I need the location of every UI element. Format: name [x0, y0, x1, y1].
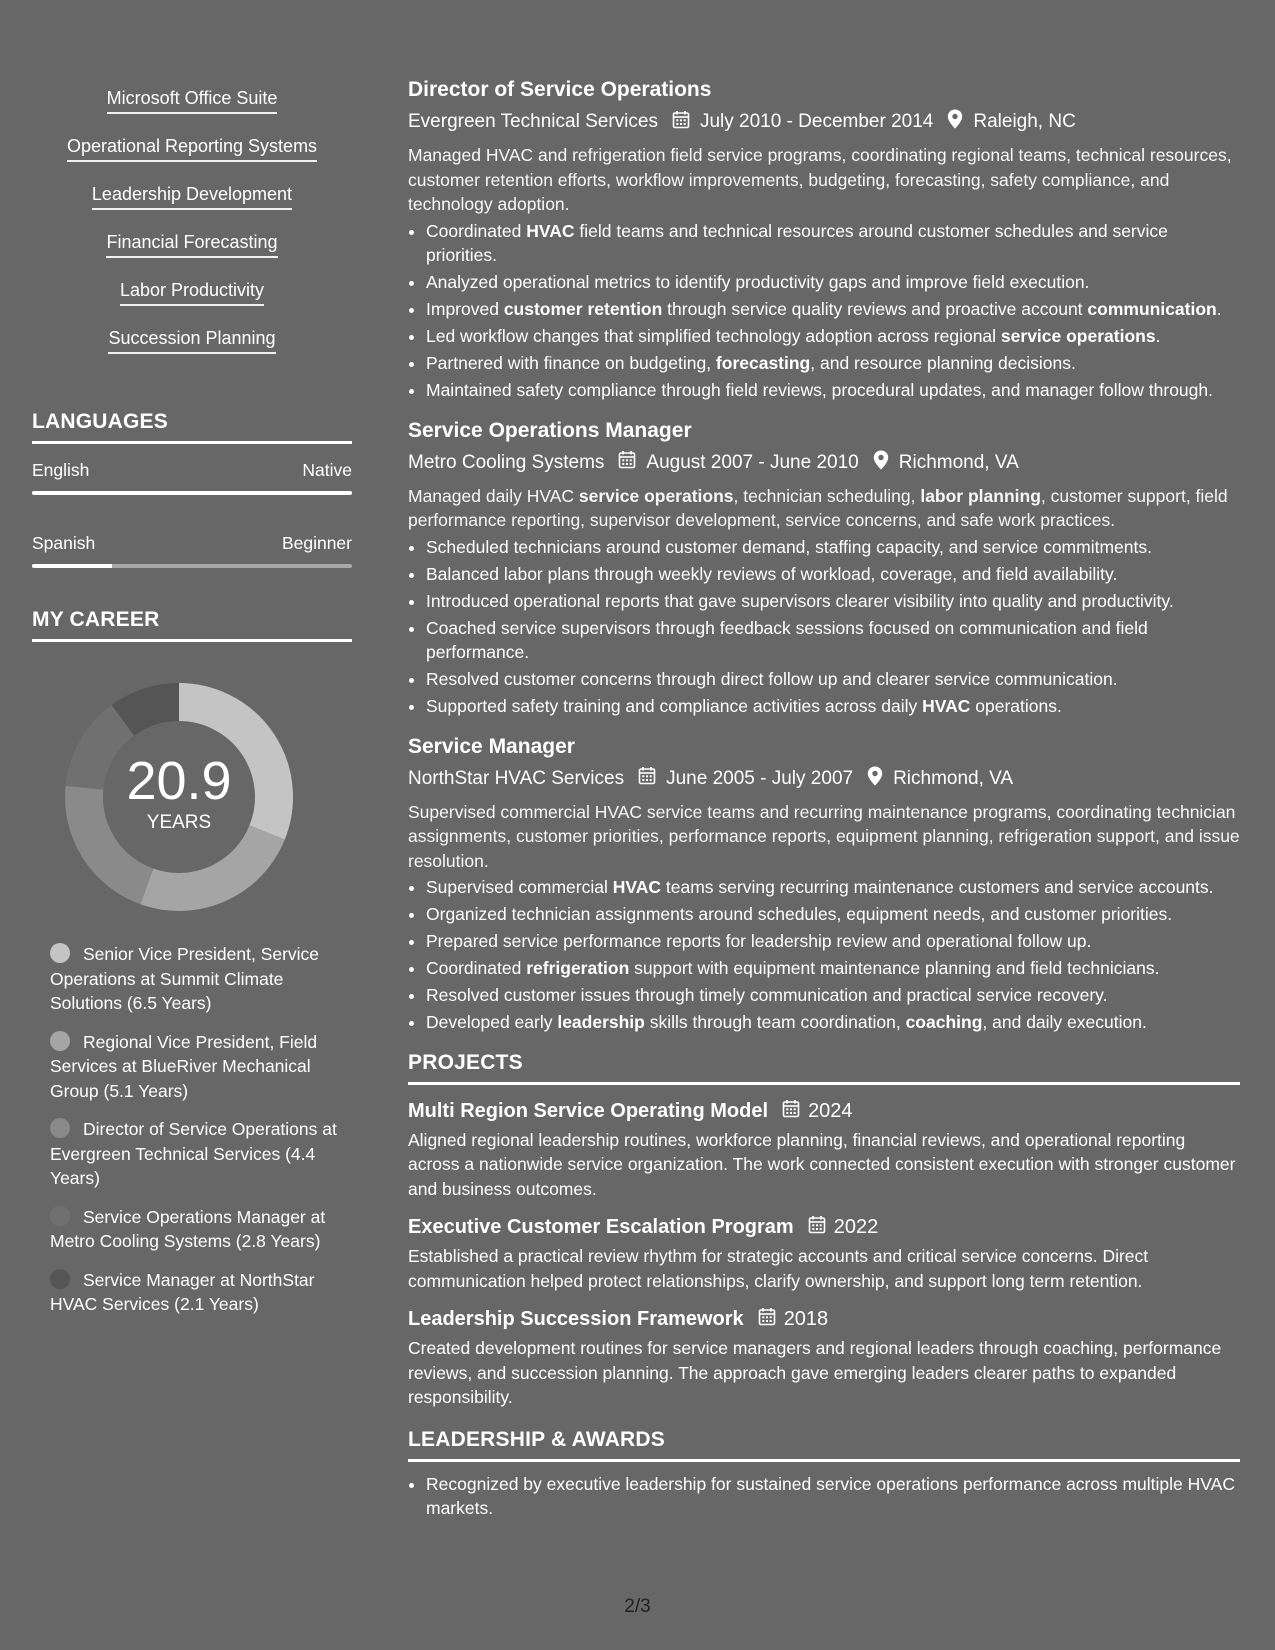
calendar-icon: [808, 1215, 826, 1240]
calendar-icon: [618, 450, 636, 475]
calendar-icon: [672, 110, 690, 135]
job-description: Supervised commercial HVAC service teams and recurring maintenance programs, coordinating technician assignments, customer priorities, performance reports, equipment planning, refrigeration support, and issue resolution.: [408, 801, 1240, 871]
location-pin-icon: [947, 109, 963, 135]
projects-list: [408, 1099, 1240, 1410]
language-level: Native: [302, 460, 352, 480]
project-header: [408, 1307, 1240, 1332]
career-legend-item: [50, 1117, 352, 1191]
skill-item: Leadership Development: [92, 182, 292, 210]
career-legend-text: Director of Service Operations at Evergreen Technical Services (4.4 Years): [50, 1119, 337, 1188]
skill-item: Labor Productivity: [120, 278, 264, 306]
job-entry: [408, 735, 1240, 1035]
project-year: 2018: [783, 1308, 829, 1330]
project-entry: [408, 1099, 1240, 1202]
career-legend-text: Senior Vice President, Service Operations at Summit Climate Solutions (6.5 Years): [50, 944, 320, 1013]
job-location: Richmond, VA: [898, 451, 1019, 473]
page-number: 2/3: [624, 1596, 651, 1617]
job-meta: [408, 109, 1240, 135]
skill-item: Financial Forecasting: [106, 230, 277, 258]
job-title: Service Operations Manager: [408, 418, 692, 442]
job-bullet: • Coordinated HVAC field teams and technical resources around customer schedules and service priorities.: [426, 219, 1240, 268]
project-title: Leadership Succession Framework: [408, 1308, 744, 1330]
location-pin-icon: [873, 450, 889, 476]
location-pin-icon: [867, 766, 883, 792]
job-bullet: • Prepared service performance reports for leadership review and operational follow up.: [426, 929, 1240, 954]
donut-center: [64, 682, 294, 912]
job-bullet: • Developed early leadership skills through team coordination, coaching, and daily execution.: [426, 1010, 1240, 1035]
language-proficiency-fill: [32, 564, 112, 568]
job-dates: August 2007 - June 2010: [646, 451, 859, 473]
job-meta: [408, 766, 1240, 792]
legend-dot: [50, 1269, 70, 1289]
project-description: Aligned regional leadership routines, workforce planning, financial reviews, and operational reporting across a nationwide service organization. The work connected consistent execution with stronger customer and business outcomes.: [408, 1129, 1236, 1199]
calendar-icon: [782, 1099, 800, 1124]
language-name: Spanish: [32, 533, 96, 553]
project-entry: [408, 1307, 1240, 1410]
job-bullets: [408, 219, 1240, 403]
job-entry: [408, 419, 1240, 719]
language-name: English: [32, 460, 90, 480]
job-company: Metro Cooling Systems: [408, 451, 605, 473]
job-bullet: • Supervised commercial HVAC teams serving recurring maintenance customers and service accounts.: [426, 875, 1240, 900]
career-total-years: 20.9: [126, 751, 232, 811]
job-bullet: • Led workflow changes that simplified technology adoption across regional service operations.: [426, 324, 1240, 349]
language-proficiency-bar: [32, 491, 352, 495]
language-row: [32, 533, 352, 554]
calendar-icon: [638, 766, 656, 791]
job-bullet: • Resolved customer concerns through direct follow up and clearer service communication.: [426, 667, 1240, 692]
awards-list: [408, 1472, 1240, 1521]
legend-dot: [50, 1206, 70, 1226]
career-heading: MY CAREER: [32, 608, 352, 642]
language-proficiency-bar: [32, 564, 352, 568]
job-dates: July 2010 - December 2014: [699, 111, 934, 132]
skills-list: [32, 78, 352, 366]
project-header: [408, 1099, 1240, 1124]
language-proficiency-fill: [32, 491, 352, 495]
calendar-icon: [758, 1307, 776, 1332]
projects-heading: PROJECTS: [408, 1051, 1240, 1085]
project-description: Established a practical review rhythm for strategic accounts and critical service concerns. Direct communication helped protect relationships, clarify ownership, and support long term retention.: [408, 1246, 1149, 1291]
languages-list: [32, 460, 352, 568]
career-legend-item: [50, 1205, 352, 1254]
job-bullet: • Partnered with finance on budgeting, forecasting, and resource planning decisions.: [426, 351, 1240, 376]
job-bullet: • Maintained safety compliance through field reviews, procedural updates, and manager follow through.: [426, 378, 1240, 403]
job-location: Richmond, VA: [893, 767, 1014, 789]
career-legend-text: Service Manager at NorthStar HVAC Services (2.1 Years): [50, 1269, 315, 1314]
career-legend-text: Service Operations Manager at Metro Cooling Systems (2.8 Years): [50, 1206, 326, 1251]
job-bullet: • Coordinated refrigeration support with equipment maintenance planning and field technicians.: [426, 956, 1240, 981]
job-location: Raleigh, NC: [973, 111, 1076, 132]
job-bullet: • Coached service supervisors through feedback sessions focused on communication and field performance.: [426, 616, 1240, 665]
job-bullet: • Balanced labor plans through weekly reviews of workload, coverage, and field availability.: [426, 562, 1240, 587]
award-item: • Recognized by executive leadership for sustained service operations performance across multiple HVAC markets.: [426, 1472, 1240, 1521]
job-title: Director of Service Operations: [408, 78, 712, 101]
project-header: [408, 1215, 1240, 1240]
skill-item: Operational Reporting Systems: [67, 134, 317, 162]
project-title: Multi Region Service Operating Model: [408, 1099, 769, 1122]
experience-list: [408, 78, 1240, 1035]
skill-item: Succession Planning: [108, 326, 275, 354]
skill-item: Microsoft Office Suite: [107, 86, 278, 114]
career-legend-item: [50, 942, 352, 1016]
project-year: 2022: [833, 1216, 879, 1238]
job-bullet: • Introduced operational reports that gave supervisors clearer visibility into quality and productivity.: [426, 589, 1240, 614]
job-meta: [408, 450, 1240, 476]
language-level: Beginner: [281, 533, 352, 553]
job-bullet: • Organized technician assignments around schedules, equipment needs, and customer priorities.: [426, 902, 1240, 927]
job-company: Evergreen Technical Services: [408, 111, 658, 132]
awards-heading: LEADERSHIP & AWARDS: [408, 1428, 1240, 1462]
career-legend: [32, 942, 352, 1317]
job-bullets: [408, 535, 1240, 719]
job-bullets: [408, 875, 1240, 1035]
job-bullet: • Resolved customer issues through timely communication and practical service recovery.: [426, 983, 1240, 1008]
languages-heading: LANGUAGES: [32, 410, 352, 444]
main-content: [408, 78, 1240, 1523]
project-entry: [408, 1215, 1240, 1293]
sidebar: [32, 78, 352, 1331]
career-legend-item: [50, 1268, 352, 1317]
career-total-unit: YEARS: [146, 812, 212, 833]
language-row: [32, 460, 352, 481]
job-dates: June 2005 - July 2007: [666, 767, 854, 789]
job-title: Service Manager: [408, 734, 575, 758]
job-entry: [408, 78, 1240, 403]
legend-dot: [50, 1118, 70, 1138]
project-description: Created development routines for service managers and regional leaders through coaching, performance reviews, and succession planning. The approach gave emerging leaders clearer paths to expanded responsibility.: [408, 1338, 1222, 1407]
project-year: 2024: [808, 1099, 853, 1122]
job-bullet: • Supported safety training and compliance activities across daily HVAC operations.: [426, 694, 1240, 719]
career-legend-item: [50, 1030, 352, 1104]
project-title: Executive Customer Escalation Program: [408, 1216, 794, 1238]
legend-dot: [50, 1031, 70, 1051]
career-legend-text: Regional Vice President, Field Services at BlueRiver Mechanical Group (5.1 Years): [50, 1031, 318, 1101]
job-bullet: • Analyzed operational metrics to identify productivity gaps and improve field execution.: [426, 270, 1240, 295]
legend-dot: [50, 943, 70, 963]
career-donut-chart: [64, 682, 294, 912]
job-company: NorthStar HVAC Services: [408, 767, 625, 789]
job-bullet: • Scheduled technicians around customer demand, staffing capacity, and service commitments.: [426, 535, 1240, 560]
job-bullet: • Improved customer retention through service quality reviews and proactive account communication.: [426, 297, 1240, 322]
job-description: Managed HVAC and refrigeration field service programs, coordinating regional teams, technical resources, customer retention efforts, workflow improvements, budgeting, forecasting, safety compliance, and technology adoption.: [408, 145, 1232, 214]
job-description: Managed daily HVAC service operations, technician scheduling, labor planning, customer support, field performance reporting, supervisor development, service concerns, and safe work practices.: [408, 485, 1228, 530]
